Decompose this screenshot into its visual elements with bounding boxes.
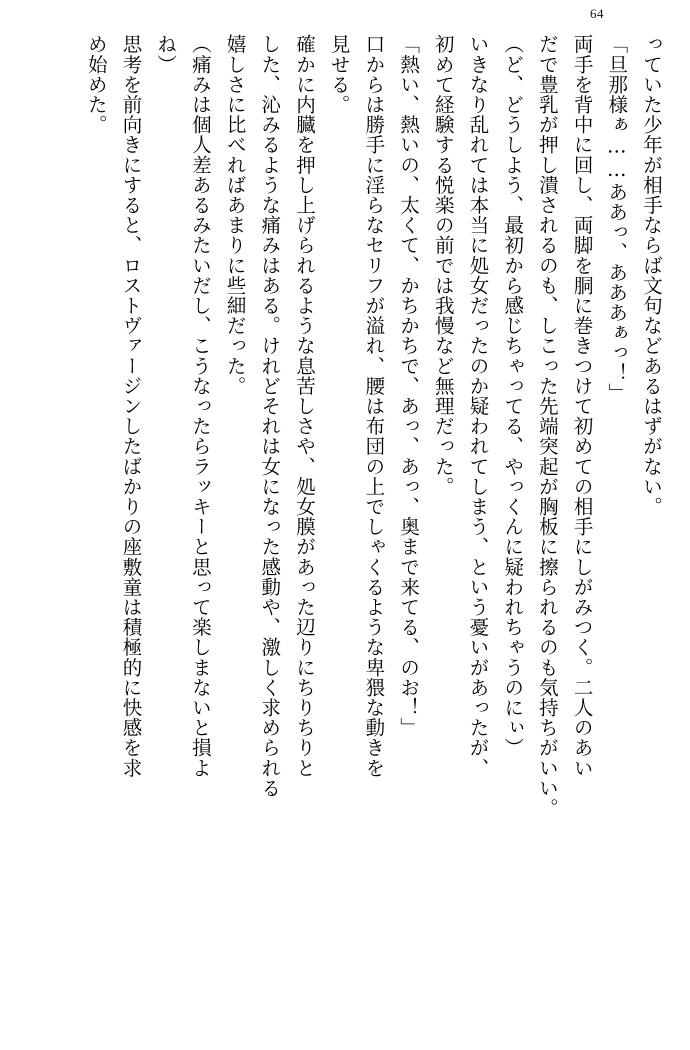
novel-paragraph: （痛みは個人差あるみたいだし、こうなったらラッキーと思って楽しまないと損よ [188, 34, 212, 778]
novel-paragraph: 「旦那様ぁ……ああっ、あああぁっ！」 [605, 34, 629, 403]
novel-paragraph: 「熱い、熱いの、太くて、かちかちで、あっ、あっ、奥まで来てる、のお！」 [397, 34, 421, 738]
novel-paragraph: 見せる。 [327, 34, 351, 115]
novel-paragraph: 思考を前向きにすると、ロストヴァージンしたばかりの座敷童は積極的に快感を求 [119, 34, 143, 778]
novel-paragraph: いきなり乱れては本当に処女だったのか疑われてしまう、という憂いがあったが、 [466, 34, 490, 778]
novel-paragraph: だで豊乳が押し潰されるのも、しこった先端突起が胸板に擦られるのも気持ちがいい。 [535, 34, 559, 818]
novel-paragraph: 口からは勝手に淫らなセリフが溢れ、腰は布団の上でしゃくるような卑猥な動きを [362, 34, 386, 778]
novel-paragraph: っていた少年が相手ならば文句などあるはずがない。 [640, 34, 663, 517]
novel-paragraph: （ど、どうしよう、最初から感じちゃってる、やっくんに疑われちゃうのにぃ） [501, 34, 525, 758]
novel-paragraph: め始めた。 [84, 34, 108, 135]
novel-body-text [22, 34, 668, 1034]
novel-paragraph: した、沁みるような痛みはある。けれどそれは女になった感動や、激しく求められる [258, 34, 282, 798]
novel-paragraph: 確かに内臓を押し上げられるような息苦しさや、処女膜があった辺りにちりちりと [292, 34, 316, 778]
novel-paragraph: 初めて経験する悦楽の前では我慢など無理だった。 [431, 34, 455, 497]
novel-paragraph: 嬉しさに比べればあまりに些細だった。 [223, 34, 247, 396]
page-number: 64 [590, 6, 604, 21]
novel-paragraph: ね） [154, 34, 178, 75]
novel-paragraph: 両手を背中に回し、両脚を胴に巻きつけて初めての相手にしがみつく。二人のあい [570, 34, 594, 778]
